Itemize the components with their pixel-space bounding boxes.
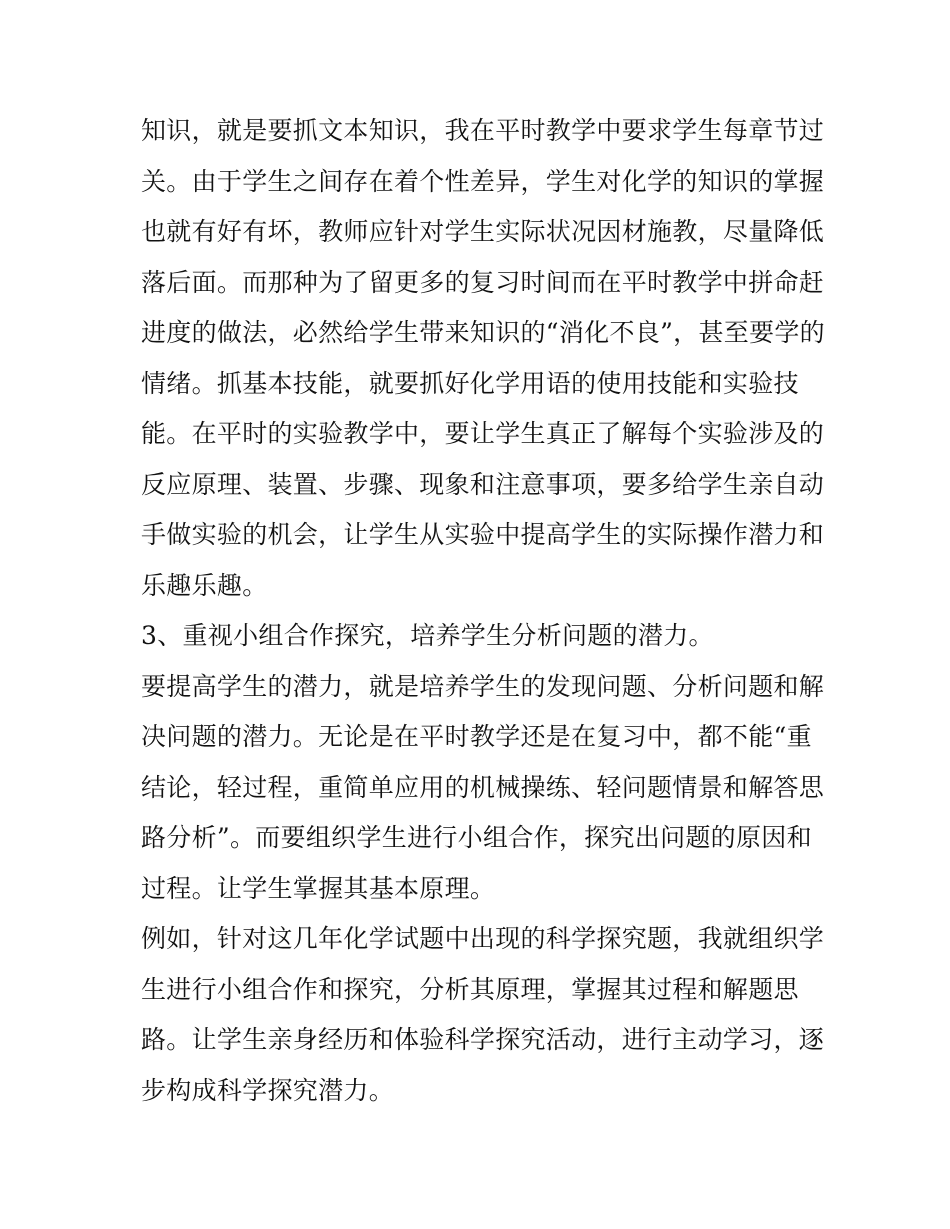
paragraph-3 [141,914,825,1116]
text-line: 进度的做法，必然给学生带来知识的“消化不良”，甚至要学的 [141,318,825,347]
text-line: 结论，轻过程，重简单应用的机械操练、轻问题情景和解答思 [141,772,825,802]
text-line: 落后面。而那种为了留更多的复习时间而在平时教学中拼命赶 [141,267,825,297]
text-line: 生进行小组合作和探究，分析其原理，掌握其过程和解题思 [141,974,799,1004]
heading-line: 3、重视小组合作探究，培养学生分析问题的潜力。 [141,621,714,650]
text-line: 决问题的潜力。无论是在平时教学还是在复习中，都不能“重 [141,722,812,751]
text-line: 步构成科学探究潜力。 [141,1075,395,1105]
text-line: 手做实验的机会，让学生从实验中提高学生的实际操作潜力和 [141,520,825,549]
text-line: 例如，针对这几年化学试题中出现的科学探究题，我就组织学 [141,924,825,953]
section-heading [141,611,821,662]
text-line: 情绪。抓基本技能，就要抓好化学用语的使用技能和实验技 [141,368,799,398]
text-line: 也就有好有坏，教师应针对学生实际状况因材施教，尽量降低 [141,217,825,246]
paragraph-1 [141,106,825,611]
text-line: 反应原理、装置、步骤、现象和注意事项，要多给学生亲自动 [141,469,825,499]
text-line: 关。由于学生之间存在着个性差异，学生对化学的知识的掌握 [141,166,825,196]
text-line: 乐趣乐趣。 [141,570,268,600]
text-line: 路。让学生亲身经历和体验科学探究活动，进行主动学习，逐 [141,1025,825,1054]
paragraph-2 [141,662,825,915]
text-line: 能。在平时的实验教学中，要让学生真正了解每个实验涉及的 [141,419,825,448]
text-line: 要提高学生的潜力，就是培养学生的发现问题、分析问题和解 [141,671,825,701]
document-body [141,106,825,1116]
text-line: 路分析”。而要组织学生进行小组合作，探究出问题的原因和 [141,823,812,852]
text-line: 过程。让学生掌握其基本原理。 [141,873,496,903]
text-line: 知识，就是要抓文本知识，我在平时教学中要求学生每章节过 [141,116,825,145]
